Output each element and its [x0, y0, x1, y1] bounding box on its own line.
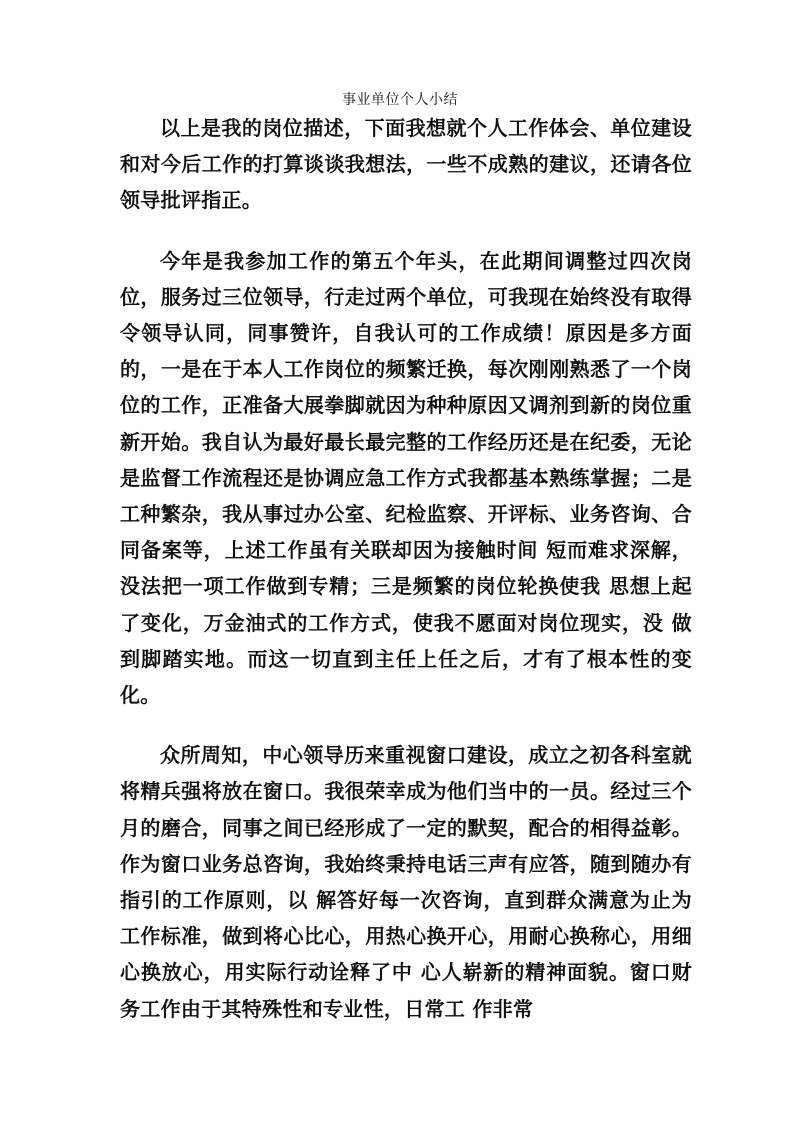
document-body: [120, 110, 692, 1027]
paragraph-1: 以上是我的岗位描述，下面我想就个人工作体会、单位建设和对今后工作的打算谈谈我想法，一些不成熟的建议，还请各位领导批评指正。: [120, 116, 692, 213]
paragraph-3: 众所周知，中心领导历来重视窗口建设，成立之初各科室就将精兵强将放在窗口。我很荣幸成为他们当中的一员。经过三个月的磨合，同事之间已经形成了一定的默契，配合的相得益彰。作为窗口业务总咨询，我始终秉持电话三声有应答，随到随办有指引的工作原则，以 解答好每一次咨询，直到群众满意为止为工作标准，做到将心比心，用热心换开心，用耐心换称心，用细心换放心，用实际行动诠释了中 心人崭新的精神面貌。窗口财务工作由于其特殊性和专业性，日常工 作非常: [120, 743, 692, 1021]
paragraph-2: 今年是我参加工作的第五个年头，在此期间调整过四次岗位，服务过三位领导，行走过两个单位，可我现在始终没有取得令领导认同，同事赞许，自我认可的工作成绩！原因是多方面的，一是在于本人工作岗位的频繁迁换，每次刚刚熟悉了一个岗位的工作，正准备大展拳脚就因为种种原因又调剂到新的岗位重新开始。我自认为最好最长最完整的工作经历还是在纪委，无论是监督工作流程还是协调应急工作方式我都基本熟练掌握；二是工种繁杂，我从事过办公室、纪检监察、开评标、业务咨询、合同备案等，上述工作虽有关联却因为接触时间 短而难求深解，没法把一项工作做到专精；三是频繁的岗位轮换使我 思想上起了变化，万金油式的工作方式，使我不愿面对岗位现实，没 做到脚踏实地。而这一切直到主任上任之后，才有了根本性的变化。: [120, 248, 692, 708]
document-title: 事业单位个人小结: [342, 92, 458, 108]
